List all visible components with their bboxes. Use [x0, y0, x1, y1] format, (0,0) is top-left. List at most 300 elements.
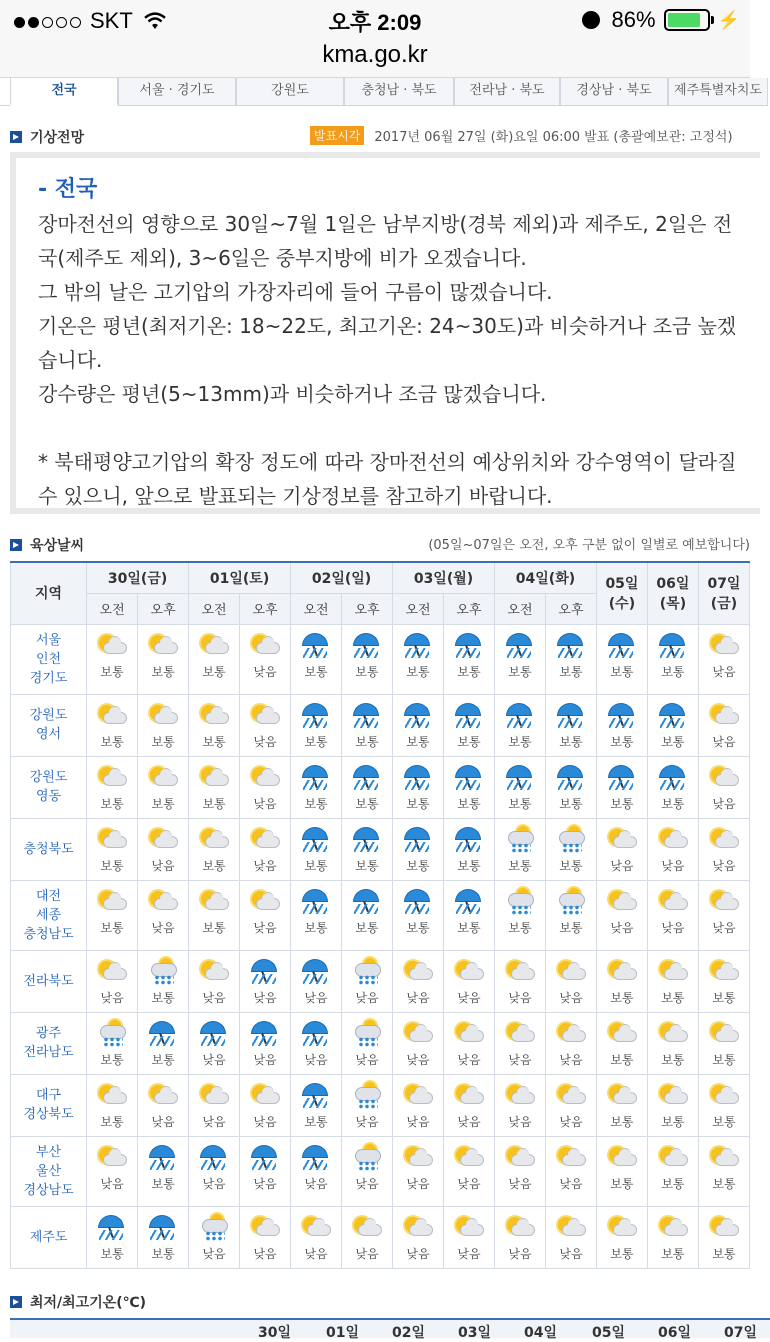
rain-probability-label: 보통	[202, 920, 226, 935]
umbrella-rain-icon	[656, 763, 690, 793]
rain-probability-label: 낮음	[151, 1114, 175, 1129]
temperature-heading	[10, 1292, 146, 1312]
rain-probability-label: 낮음	[253, 1114, 277, 1129]
rain-probability-label: 낮음	[559, 1246, 583, 1261]
day-weekday: (목)	[659, 596, 687, 613]
umbrella-rain-icon	[350, 887, 384, 917]
rain-probability-label: 보통	[712, 1114, 736, 1129]
am-header: 오전	[494, 593, 545, 624]
weather-cell	[87, 880, 138, 950]
partly-cloudy-icon	[197, 763, 231, 793]
rain-probability-label: 낮음	[406, 1176, 430, 1191]
partly-cloudy-icon	[95, 701, 129, 731]
partly-cloudy-icon	[248, 1213, 282, 1243]
weather-cell	[240, 950, 291, 1012]
weather-cell	[87, 1206, 138, 1268]
temp-day-header: 30일	[258, 1325, 292, 1341]
tab-jeolla[interactable]: 전라남 · 북도	[454, 78, 560, 106]
partly-cloudy-icon	[248, 763, 282, 793]
partly-cloudy-icon	[503, 1143, 537, 1173]
weather-cell	[189, 756, 240, 818]
rain-probability-label: 낮음	[253, 796, 277, 811]
region-header: 지역	[11, 562, 87, 624]
umbrella-rain-icon	[503, 763, 537, 793]
weather-cell	[138, 1012, 189, 1074]
rain-probability-label: 보통	[151, 734, 175, 749]
rain-probability-label: 낮음	[304, 990, 328, 1005]
umbrella-rain-icon	[605, 631, 639, 661]
weather-cell	[647, 694, 698, 756]
rain-probability-label: 낮음	[253, 920, 277, 935]
partly-cloudy-icon	[554, 957, 588, 987]
rain-probability-label: 낮음	[508, 1052, 532, 1067]
umbrella-rain-icon	[452, 631, 486, 661]
umbrella-rain-icon	[299, 1019, 333, 1049]
rain-probability-label: 보통	[508, 664, 532, 679]
weather-cell	[291, 1136, 342, 1206]
weather-cell	[138, 950, 189, 1012]
rain-probability-label: 보통	[712, 990, 736, 1005]
umbrella-rain-icon	[350, 631, 384, 661]
partly-cloudy-icon	[656, 1213, 690, 1243]
forecast-paragraph: 강수량은 평년(5~13mm)과 비슷하거나 조금 많겠습니다.	[38, 382, 547, 406]
weather-cell	[291, 1074, 342, 1136]
region-name	[11, 950, 87, 1012]
partly-cloudy-icon	[656, 1019, 690, 1049]
weather-cell	[138, 694, 189, 756]
weather-cell	[494, 694, 545, 756]
weather-cell	[189, 1012, 240, 1074]
rain-probability-label: 보통	[304, 796, 328, 811]
partly-cloudy-icon	[707, 1143, 741, 1173]
rain-probability-label: 보통	[406, 664, 430, 679]
rain-probability-label: 낮음	[304, 1052, 328, 1067]
rain-probability-label: 낮음	[457, 1176, 481, 1191]
rain-probability-label: 보통	[202, 796, 226, 811]
weather-cell	[647, 950, 698, 1012]
rain-cloud-icon	[503, 887, 537, 917]
rain-probability-label: 보통	[406, 858, 430, 873]
forecast-paragraph: 장마전선의 영향으로 30일~7월 1일은 남부지방(경북 제외)과 제주도, 2일은 전국(제주도 제외), 3~6일은 중부지방에 비가 오겠습니다.	[38, 212, 733, 270]
umbrella-rain-icon	[299, 763, 333, 793]
rain-probability-label: 보통	[508, 796, 532, 811]
weather-cell	[494, 1012, 545, 1074]
weather-cell	[444, 756, 495, 818]
partly-cloudy-icon	[707, 957, 741, 987]
umbrella-rain-icon	[452, 763, 486, 793]
region-line: 세종	[35, 907, 62, 923]
weather-cell	[87, 694, 138, 756]
weather-cell	[189, 1206, 240, 1268]
weather-cell	[342, 950, 393, 1012]
partly-cloudy-icon	[146, 887, 180, 917]
umbrella-rain-icon	[350, 701, 384, 731]
temp-day-header: 04일	[524, 1325, 558, 1341]
umbrella-rain-icon	[146, 1213, 180, 1243]
rain-probability-label: 낮음	[559, 1176, 583, 1191]
weather-cell	[87, 756, 138, 818]
weather-cell	[342, 624, 393, 694]
rain-probability-label: 보통	[610, 664, 634, 679]
rain-probability-label: 낮음	[253, 858, 277, 873]
umbrella-rain-icon	[299, 701, 333, 731]
rain-probability-label: 보통	[712, 1176, 736, 1191]
rain-probability-label: 보통	[610, 796, 634, 811]
rain-cloud-icon	[350, 1143, 384, 1173]
status-bar	[0, 0, 750, 40]
address-bar[interactable]: kma.go.kr	[0, 40, 750, 78]
rain-probability-label: 보통	[661, 1246, 685, 1261]
weather-cell	[647, 624, 698, 694]
weather-cell	[189, 694, 240, 756]
tab-gyeongsang[interactable]: 경상남 · 북도	[560, 78, 668, 106]
rain-probability-label: 낮음	[712, 664, 736, 679]
rain-probability-label: 낮음	[202, 990, 226, 1005]
weather-cell	[393, 624, 444, 694]
tab-chungcheong[interactable]: 충청남 · 북도	[344, 78, 454, 106]
partly-cloudy-icon	[707, 1019, 741, 1049]
rain-probability-label: 낮음	[508, 1114, 532, 1129]
weather-cell	[189, 818, 240, 880]
rain-probability-label: 낮음	[712, 858, 736, 873]
weather-cell	[545, 756, 596, 818]
rain-cloud-icon	[146, 957, 180, 987]
partly-cloudy-icon	[197, 631, 231, 661]
rain-probability-label: 낮음	[559, 1114, 583, 1129]
rain-probability-label: 낮음	[508, 990, 532, 1005]
partly-cloudy-icon	[248, 701, 282, 731]
umbrella-rain-icon	[452, 887, 486, 917]
rain-probability-label: 낮음	[151, 858, 175, 873]
rain-probability-label: 낮음	[712, 920, 736, 935]
region-line: 영서	[35, 727, 62, 742]
rain-probability-label: 보통	[202, 734, 226, 749]
rain-probability-label: 보통	[151, 990, 175, 1005]
umbrella-rain-icon	[248, 1143, 282, 1173]
region-line: 전라북도	[23, 973, 74, 989]
partly-cloudy-icon	[452, 1213, 486, 1243]
weather-cell	[342, 1206, 393, 1268]
umbrella-rain-icon	[605, 701, 639, 731]
forecast-paragraph: 기온은 평년(최저기온: 18~22도, 최고기온: 24~30도)과 비슷하거나 조금 높겠습니다.	[38, 314, 737, 372]
rain-probability-label: 보통	[151, 1176, 175, 1191]
weather-cell	[240, 818, 291, 880]
rain-probability-label: 보통	[151, 1052, 175, 1067]
rain-probability-label: 보통	[661, 734, 685, 749]
region-name	[11, 880, 87, 950]
region-line: 서울	[35, 632, 62, 648]
umbrella-rain-icon	[146, 1143, 180, 1173]
rain-probability-label: 낮음	[457, 990, 481, 1005]
weather-cell	[138, 1074, 189, 1136]
rain-probability-label: 보통	[100, 920, 124, 935]
temp-day-header: 05일	[592, 1325, 626, 1341]
weather-cell	[494, 756, 545, 818]
umbrella-rain-icon	[299, 887, 333, 917]
weather-cell	[87, 1136, 138, 1206]
rain-probability-label: 보통	[100, 1052, 124, 1067]
region-line: 대구	[35, 1088, 62, 1103]
partly-cloudy-icon	[401, 957, 435, 987]
weather-cell	[545, 1074, 596, 1136]
am-header: 오전	[291, 593, 342, 624]
rain-probability-label: 보통	[355, 858, 379, 873]
umbrella-rain-icon	[452, 825, 486, 855]
rain-cloud-icon	[554, 887, 588, 917]
weather-cell	[444, 818, 495, 880]
table-row	[11, 880, 750, 950]
partly-cloudy-icon	[146, 1081, 180, 1111]
tab-nationwide[interactable]: 전국	[10, 78, 118, 106]
weather-cell	[596, 1136, 647, 1206]
rain-probability-label: 보통	[610, 990, 634, 1005]
umbrella-rain-icon	[197, 1143, 231, 1173]
rain-probability-label: 보통	[202, 858, 226, 873]
forecast-box	[10, 152, 760, 514]
land-weather-heading	[10, 535, 84, 555]
weather-cell	[444, 950, 495, 1012]
day-weekday: (수)	[608, 596, 636, 613]
partly-cloudy-icon	[605, 1213, 639, 1243]
rain-probability-label: 낮음	[253, 1246, 277, 1261]
weather-cell	[647, 818, 698, 880]
weather-cell	[291, 818, 342, 880]
charging-icon: ⚡	[717, 9, 740, 30]
rain-probability-label: 보통	[559, 664, 583, 679]
weather-cell	[138, 756, 189, 818]
weather-cell	[698, 624, 749, 694]
region-name	[11, 624, 87, 694]
rain-probability-label: 보통	[610, 734, 634, 749]
rain-probability-label: 낮음	[253, 734, 277, 749]
region-line: 충청남도	[23, 926, 74, 942]
day-header: 04일(화)	[494, 562, 596, 593]
umbrella-rain-icon	[401, 887, 435, 917]
announce-badge: 발표시각	[310, 126, 364, 145]
weather-cell	[444, 694, 495, 756]
rain-probability-label: 보통	[202, 664, 226, 679]
tab-jeju[interactable]: 제주특별자치도	[668, 78, 768, 106]
umbrella-rain-icon	[197, 1019, 231, 1049]
partly-cloudy-icon	[605, 887, 639, 917]
weather-cell	[545, 694, 596, 756]
rain-probability-label: 보통	[559, 734, 583, 749]
partly-cloudy-icon	[248, 1081, 282, 1111]
umbrella-rain-icon	[401, 701, 435, 731]
day-header: 02일(일)	[291, 562, 393, 593]
rain-probability-label: 낮음	[406, 1052, 430, 1067]
weather-cell	[545, 1206, 596, 1268]
umbrella-rain-icon	[350, 763, 384, 793]
weather-cell	[393, 694, 444, 756]
weather-cell	[647, 880, 698, 950]
weather-cell	[494, 880, 545, 950]
weather-cell	[138, 818, 189, 880]
partly-cloudy-icon	[503, 1213, 537, 1243]
rain-probability-label: 보통	[355, 734, 379, 749]
partly-cloudy-icon	[656, 957, 690, 987]
weather-cell	[291, 1206, 342, 1268]
weather-cell	[596, 1074, 647, 1136]
weather-cell	[494, 1136, 545, 1206]
umbrella-rain-icon	[299, 631, 333, 661]
umbrella-rain-icon	[350, 825, 384, 855]
rain-probability-label: 낮음	[712, 734, 736, 749]
rain-probability-label: 낮음	[253, 990, 277, 1005]
rain-probability-label: 보통	[100, 664, 124, 679]
partly-cloudy-icon	[401, 1143, 435, 1173]
umbrella-rain-icon	[401, 763, 435, 793]
umbrella-rain-icon	[248, 1019, 282, 1049]
forecast-footnote: * 북태평양고기압의 확장 정도에 따라 장마전선의 예상위치와 강수영역이 달라질 수 있으니, 앞으로 발표되는 기상정보를 참고하기 바랍니다.	[38, 450, 737, 508]
weather-cell	[698, 880, 749, 950]
weather-cell	[596, 624, 647, 694]
weather-cell	[240, 1206, 291, 1268]
weather-cell	[647, 1074, 698, 1136]
rain-probability-label: 낮음	[304, 1246, 328, 1261]
partly-cloudy-icon	[554, 1213, 588, 1243]
region-line: 영동	[35, 789, 62, 804]
rain-probability-label: 보통	[151, 664, 175, 679]
rain-probability-label: 보통	[559, 796, 583, 811]
partly-cloudy-icon	[452, 1019, 486, 1049]
umbrella-rain-icon	[452, 701, 486, 731]
land-weather-note: (05일~07일은 오전, 오후 구분 없이 일별로 예보합니다)	[428, 538, 750, 553]
partly-cloudy-icon	[197, 825, 231, 855]
region-line: 제주도	[29, 1229, 68, 1245]
table-row	[11, 624, 750, 694]
temperature-heading-text: 최저/최고기온(℃)	[30, 1295, 147, 1311]
partly-cloudy-icon	[605, 957, 639, 987]
rain-probability-label: 보통	[406, 734, 430, 749]
weather-cell	[647, 1136, 698, 1206]
partly-cloudy-icon	[197, 701, 231, 731]
umbrella-rain-icon	[299, 825, 333, 855]
tab-seoul-gyeonggi[interactable]: 서울 · 경기도	[118, 78, 236, 106]
weather-cell	[647, 1012, 698, 1074]
rain-probability-label: 보통	[304, 920, 328, 935]
region-line: 강원도	[29, 708, 68, 723]
rain-probability-label: 보통	[559, 858, 583, 873]
weather-cell	[342, 818, 393, 880]
weather-cell	[342, 1136, 393, 1206]
region-line: 대전	[35, 888, 62, 904]
weather-cell	[444, 1074, 495, 1136]
weather-cell	[291, 624, 342, 694]
weather-cell	[444, 1206, 495, 1268]
partly-cloudy-icon	[452, 1081, 486, 1111]
rain-probability-label: 낮음	[202, 1176, 226, 1191]
weather-cell	[291, 694, 342, 756]
rain-probability-label: 보통	[610, 1052, 634, 1067]
rain-probability-label: 보통	[100, 796, 124, 811]
weather-cell	[87, 950, 138, 1012]
partly-cloudy-icon	[656, 887, 690, 917]
partly-cloudy-icon	[707, 825, 741, 855]
rain-probability-label: 보통	[100, 734, 124, 749]
rain-probability-label: 낮음	[559, 1052, 583, 1067]
weather-cell	[698, 1136, 749, 1206]
rain-probability-label: 보통	[355, 920, 379, 935]
day-header: 30일(금)	[87, 562, 189, 593]
region-line: 경상남도	[23, 1182, 74, 1198]
am-header: 오전	[87, 593, 138, 624]
rain-probability-label: 보통	[661, 796, 685, 811]
partly-cloudy-icon	[95, 763, 129, 793]
partly-cloudy-icon	[146, 631, 180, 661]
rain-probability-label: 보통	[151, 1246, 175, 1261]
am-header: 오전	[393, 593, 444, 624]
land-weather-table	[10, 561, 750, 1269]
weather-cell	[596, 756, 647, 818]
region-line: 광주	[35, 1026, 62, 1041]
umbrella-rain-icon	[146, 1019, 180, 1049]
rain-probability-label: 보통	[712, 1052, 736, 1067]
rain-probability-label: 낮음	[355, 1176, 379, 1191]
weather-cell	[87, 1012, 138, 1074]
alarm-icon	[582, 11, 600, 29]
rain-probability-label: 낮음	[406, 1246, 430, 1261]
partly-cloudy-icon	[707, 631, 741, 661]
weather-cell	[647, 1206, 698, 1268]
weather-cell	[444, 624, 495, 694]
weather-cell	[342, 756, 393, 818]
partly-cloudy-icon	[605, 1081, 639, 1111]
status-time: 오후 2:09	[328, 10, 422, 35]
rain-probability-label: 보통	[457, 920, 481, 935]
rain-probability-label: 보통	[100, 1246, 124, 1261]
rain-probability-label: 낮음	[406, 990, 430, 1005]
tab-gangwon[interactable]: 강원도	[236, 78, 344, 106]
rain-probability-label: 보통	[661, 1114, 685, 1129]
weather-cell	[596, 694, 647, 756]
rain-probability-label: 낮음	[100, 1176, 124, 1191]
weather-cell	[596, 950, 647, 1012]
rain-probability-label: 보통	[100, 858, 124, 873]
region-line: 전라남도	[23, 1045, 74, 1060]
partly-cloudy-icon	[503, 1081, 537, 1111]
table-row	[11, 950, 750, 1012]
partly-cloudy-icon	[248, 887, 282, 917]
rain-probability-label: 보통	[304, 1114, 328, 1129]
rain-probability-label: 보통	[610, 1114, 634, 1129]
weather-cell	[545, 1012, 596, 1074]
rain-probability-label: 보통	[355, 664, 379, 679]
day-header: 01일(토)	[189, 562, 291, 593]
rain-probability-label: 보통	[661, 1176, 685, 1191]
rain-probability-label: 보통	[457, 796, 481, 811]
partly-cloudy-icon	[707, 701, 741, 731]
partly-cloudy-icon	[605, 1143, 639, 1173]
partly-cloudy-icon	[707, 1213, 741, 1243]
umbrella-rain-icon	[248, 957, 282, 987]
weather-cell	[444, 880, 495, 950]
rain-probability-label: 보통	[457, 664, 481, 679]
weather-cell	[393, 950, 444, 1012]
rain-probability-label: 낮음	[253, 1176, 277, 1191]
land-weather-heading-text: 육상날씨	[30, 538, 85, 554]
pm-header: 오후	[444, 593, 495, 624]
weather-cell	[596, 880, 647, 950]
umbrella-rain-icon	[95, 1213, 129, 1243]
battery-percent: 86%	[611, 7, 656, 32]
umbrella-rain-icon	[554, 631, 588, 661]
rain-probability-label: 보통	[661, 990, 685, 1005]
partly-cloudy-icon	[146, 825, 180, 855]
weather-cell	[87, 818, 138, 880]
region-line: 경상북도	[23, 1107, 74, 1122]
rain-probability-label: 보통	[712, 1246, 736, 1261]
